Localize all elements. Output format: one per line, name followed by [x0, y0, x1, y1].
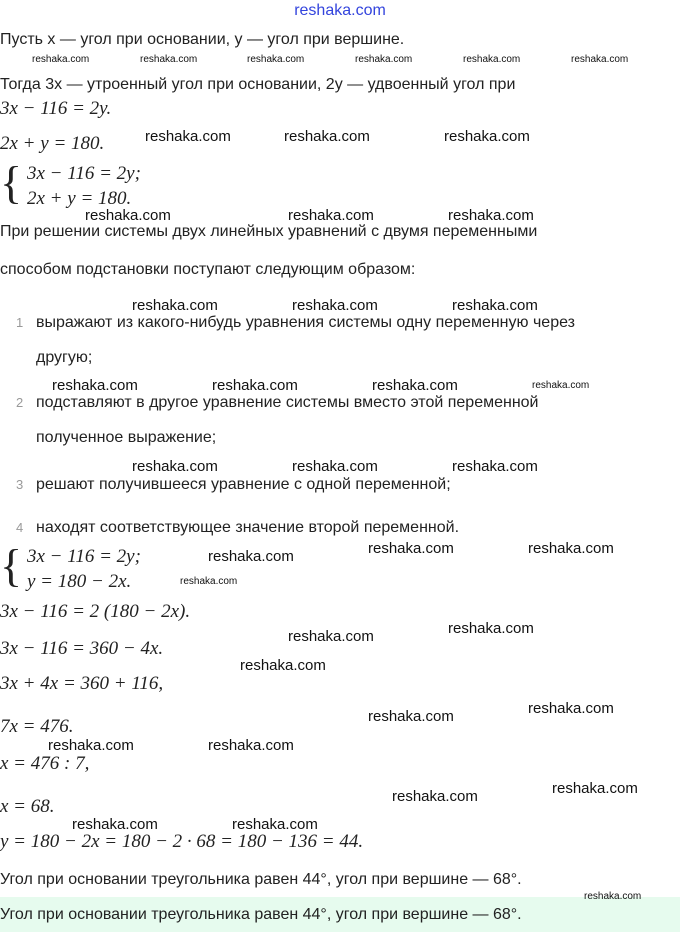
intro-line: Пусть x — угол при основании, y — угол при вершине. [0, 31, 405, 48]
equation: 7x = 476. [0, 716, 74, 737]
watermark: reshaka.com [292, 297, 378, 314]
watermark: reshaka.com [288, 628, 374, 645]
watermark: reshaka.com [528, 540, 614, 557]
step-number: 1 [16, 315, 24, 330]
step-text: полученное выражение; [36, 429, 217, 446]
watermark: reshaka.com [355, 54, 413, 65]
system-eq: 3x − 116 = 2y; [27, 163, 141, 184]
conclusion: Угол при основании треугольника равен 44°, угол при вершине — 68°. [0, 871, 522, 888]
watermark: reshaka.com [145, 128, 231, 145]
watermark: reshaka.com [528, 700, 614, 717]
answer-text: Угол при основании треугольника равен 44°, угол при вершине — 68°. [0, 906, 522, 923]
watermark: reshaka.com [368, 540, 454, 557]
step-number: 2 [16, 395, 24, 410]
watermark: reshaka.com [284, 128, 370, 145]
system-brace: { [0, 157, 23, 208]
step-text: выражают из какого-нибудь уравнения системы одну переменную через [36, 314, 575, 331]
equation: 3x − 116 = 360 − 4x. [0, 638, 164, 659]
watermark: reshaka.com [448, 207, 534, 224]
watermark: reshaka.com [52, 377, 138, 394]
step-text: другую; [36, 349, 93, 366]
step-text: находят соответствующее значение второй переменной. [36, 519, 460, 536]
watermark: reshaka.com [232, 816, 318, 833]
equation: 2x + y = 180. [0, 133, 105, 154]
system-brace: { [0, 540, 23, 591]
watermark: reshaka.com [452, 297, 538, 314]
watermark: reshaka.com [372, 377, 458, 394]
watermark: reshaka.com [368, 708, 454, 725]
step-number: 4 [16, 520, 24, 535]
equation: x = 476 : 7, [0, 753, 90, 774]
watermark: reshaka.com [208, 548, 294, 565]
watermark: reshaka.com [208, 737, 294, 754]
watermark: reshaka.com [85, 207, 171, 224]
equation: y = 180 − 2x = 180 − 2 · 68 = 180 − 136 = 44. [0, 831, 364, 852]
watermark: reshaka.com [72, 816, 158, 833]
watermark: reshaka.com [532, 380, 590, 391]
equation: x = 68. [0, 796, 55, 817]
watermark: reshaka.com [571, 54, 629, 65]
watermark: reshaka.com [48, 737, 134, 754]
paragraph: При решении системы двух линейных уравнений с двумя переменными [0, 223, 538, 240]
watermark: reshaka.com [584, 891, 642, 902]
watermark: reshaka.com [140, 54, 198, 65]
watermark: reshaka.com [247, 54, 305, 65]
watermark: reshaka.com [444, 128, 530, 145]
step-text: решают получившееся уравнение с одной переменной; [36, 476, 451, 493]
watermark: reshaka.com [132, 297, 218, 314]
watermark: reshaka.com [212, 377, 298, 394]
equation: 3x − 116 = 2y. [0, 98, 112, 119]
watermark: reshaka.com [392, 788, 478, 805]
equation: 3x − 116 = 2 (180 − 2x). [0, 601, 191, 622]
system-eq: 3x − 116 = 2y; [27, 546, 141, 567]
watermark: reshaka.com [132, 458, 218, 475]
system-eq: y = 180 − 2x. [27, 571, 132, 592]
watermark: reshaka.com [448, 620, 534, 637]
watermark: reshaka.com [288, 207, 374, 224]
watermark: reshaka.com [463, 54, 521, 65]
watermark: reshaka.com [240, 657, 326, 674]
watermark: reshaka.com [292, 458, 378, 475]
step-number: 3 [16, 477, 24, 492]
intro-line-2: Тогда 3x — утроенный угол при основании, 2y — удвоенный угол при [0, 76, 516, 93]
watermark: reshaka.com [452, 458, 538, 475]
watermark: reshaka.com [180, 576, 238, 587]
watermark: reshaka.com [552, 780, 638, 797]
watermark: reshaka.com [32, 54, 90, 65]
header-watermark[interactable]: reshaka.com [294, 2, 386, 19]
answer-box [0, 897, 680, 932]
system-eq: 2x + y = 180. [27, 188, 132, 209]
equation: 3x + 4x = 360 + 116, [0, 673, 164, 694]
step-text: подставляют в другое уравнение системы вместо этой переменной [36, 394, 539, 411]
paragraph: способом подстановки поступают следующим образом: [0, 261, 416, 278]
